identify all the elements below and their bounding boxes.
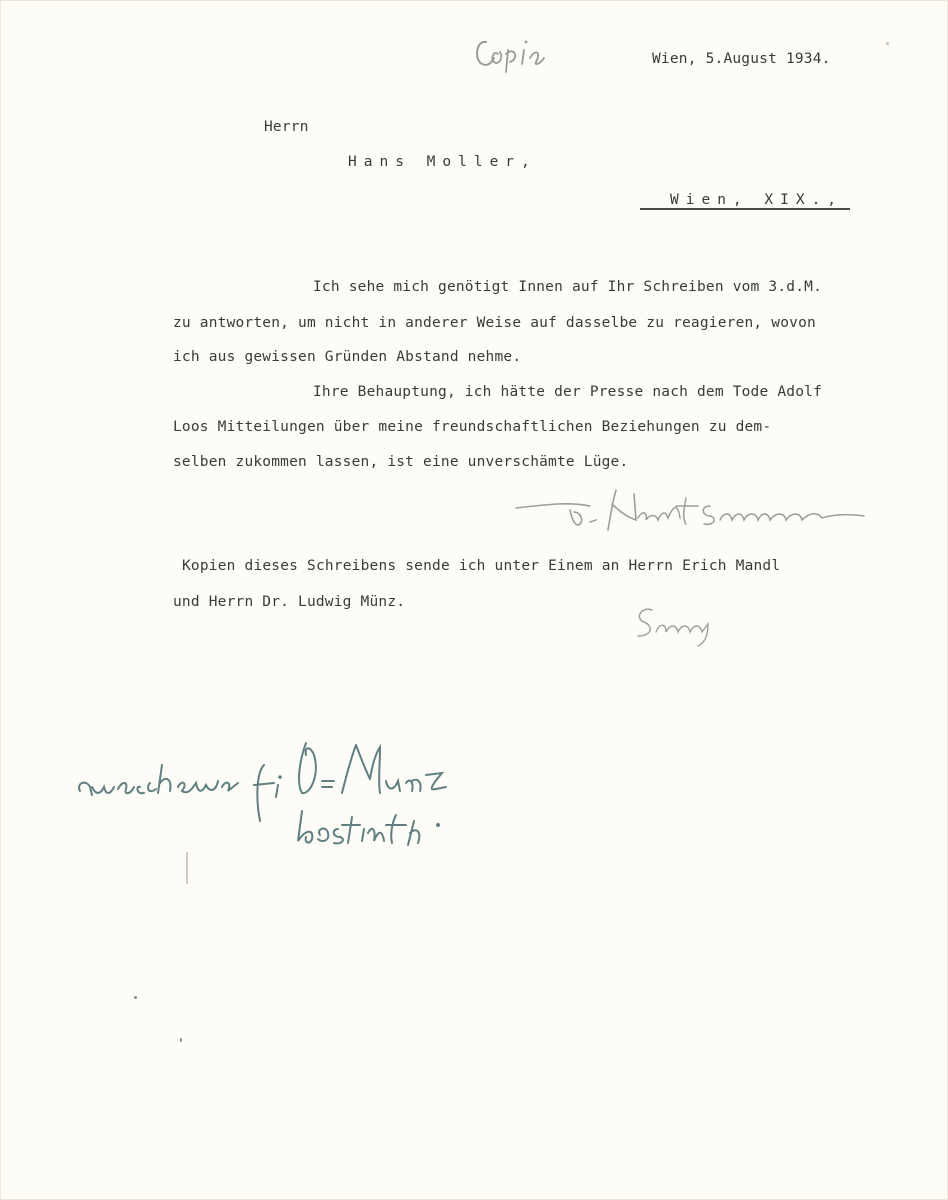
body-line-2: zu antworten, um nicht in anderer Weise auf dasselbe zu reagieren, wovon xyxy=(173,315,816,331)
body-line-6: selben zukommen lassen, ist eine unverschämte Lüge. xyxy=(173,454,629,470)
recipient-city: Wien, XIX., xyxy=(670,192,844,208)
body-line-5: Loos Mitteilungen über meine freundschaftlichen Beziehungen zu dem- xyxy=(173,419,772,435)
body-line-3: ich aus gewissen Gründen Abstand nehme. xyxy=(173,349,522,365)
body-line-1: Ich sehe mich genötigt Innen auf Ihr Schreiben vom 3.d.M. xyxy=(313,279,822,295)
paper-speck xyxy=(134,996,137,999)
copies-line-1: Kopien dieses Schreibens sende ich unter Einem an Herrn Erich Mandl xyxy=(182,558,781,574)
body-line-4: Ihre Behauptung, ich hätte der Presse nach dem Tode Adolf xyxy=(313,384,822,400)
paper-crease-mark xyxy=(186,852,188,884)
handwritten-note xyxy=(70,725,460,855)
copies-line-2: und Herrn Dr. Ludwig Münz. xyxy=(173,594,406,610)
signature xyxy=(510,484,870,544)
recipient-name: Hans Moller, xyxy=(348,154,537,170)
paper-speck xyxy=(886,42,889,45)
city-underline xyxy=(640,208,850,210)
salutation: Herrn xyxy=(264,119,309,135)
paper-speck xyxy=(180,1038,182,1042)
initials xyxy=(628,600,728,650)
date-line: Wien, 5.August 1934. xyxy=(652,51,831,67)
copie-annotation xyxy=(470,28,550,78)
